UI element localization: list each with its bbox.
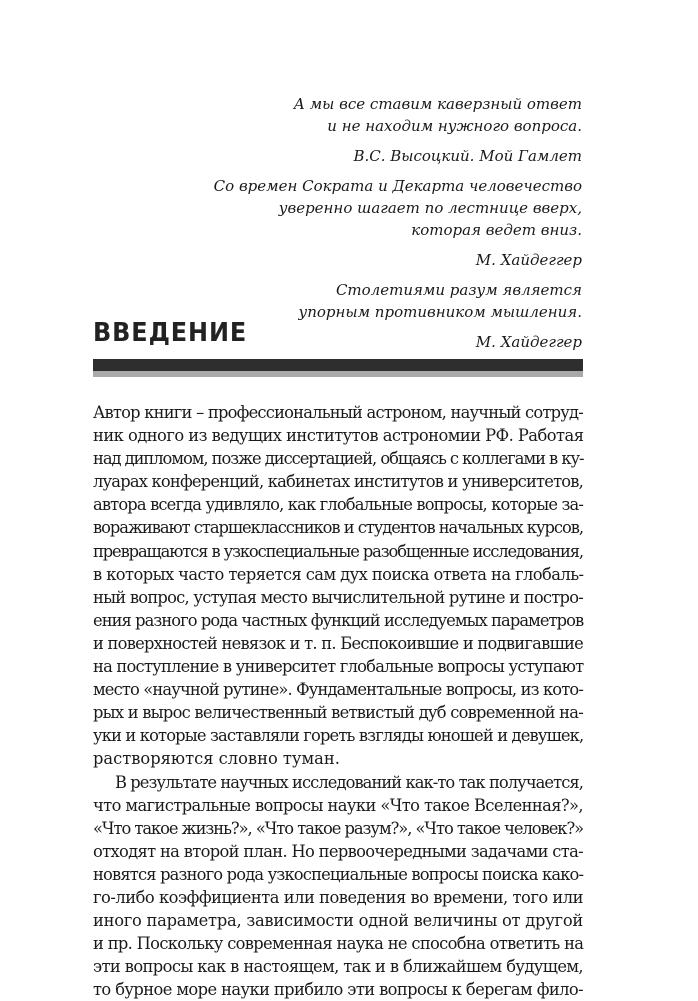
text-line: Автор книги – профессиональный астроном, научный сотруд-	[93, 401, 583, 424]
text-line: луарах конференций, кабинетах институтов и университетов,	[93, 470, 583, 493]
text-line: ник одного из ведущих институтов астрономии РФ. Работая	[93, 424, 583, 447]
epigraph-heidegger-1	[90, 175, 582, 271]
epigraph-line: А мы все ставим каверзный ответ	[90, 93, 582, 115]
epigraph-line: которая ведет вниз.	[90, 219, 582, 241]
text-line: отходят на второй план. Но первоочередными задачами ста-	[93, 840, 583, 863]
text-line: вораживают старшеклассников и студентов начальных курсов,	[93, 516, 583, 539]
body-text	[93, 401, 583, 1001]
text-line: «Что такое жизнь?», «Что такое разум?», «Что такое человек?»	[93, 817, 583, 840]
text-line: автора всегда удивляло, как глобальные вопросы, которые за-	[93, 493, 583, 516]
text-line: над дипломом, позже диссертацией, общаясь с коллегами в ку-	[93, 447, 583, 470]
heading-rule-light	[93, 371, 583, 377]
text-line: ения разного рода частных функций исследуемых параметров	[93, 609, 583, 632]
paragraph-1	[93, 401, 583, 771]
epigraph-attribution: В.С. Высоцкий. Мой Гамлет	[90, 145, 582, 167]
text-line: в которых часто теряется сам дух поиска ответа на глобаль-	[93, 563, 583, 586]
epigraph-vysotsky	[90, 93, 582, 167]
text-line: что магистральные вопросы науки «Что такое Вселенная?»,	[93, 794, 583, 817]
paragraph-2	[93, 771, 583, 1001]
text-line: превращаются в узкоспециальные разобщенные исследования,	[93, 540, 583, 563]
epigraph-line: Со времен Сократа и Декарта человечество	[90, 175, 582, 197]
text-line: и поверхностей невязок и т. п. Беспокоившие и подвигавшие	[93, 632, 583, 655]
epigraph-line: упорным противником мышления.	[90, 301, 582, 323]
text-line: го-либо коэффициента или поведения во времени, того или	[93, 886, 583, 909]
text-line: растворяются словно туман.	[93, 747, 583, 770]
text-line: и пр. Поскольку современная наука не способна ответить на	[93, 932, 583, 955]
text-line: место «научной рутине». Фундаментальные вопросы, из кото-	[93, 678, 583, 701]
epigraph-line: и не находим нужного вопроса.	[90, 115, 582, 137]
section-title: ВВЕДЕНИЕ	[93, 318, 247, 348]
epigraph-line: уверенно шагает по лестнице вверх,	[90, 197, 582, 219]
epigraph-attribution: М. Хайдеггер	[90, 331, 582, 353]
text-line: ный вопрос, уступая место вычислительной рутине и постро-	[93, 586, 583, 609]
text-line: иного параметра, зависимости одной величины от другой	[93, 909, 583, 932]
text-line: новятся разного рода узкоспециальные вопросы поиска како-	[93, 863, 583, 886]
epigraph-line: Столетиями разум является	[90, 279, 582, 301]
text-line: на поступление в университет глобальные вопросы уступают	[93, 655, 583, 678]
epigraph-attribution: М. Хайдеггер	[90, 249, 582, 271]
text-line: В результате научных исследований как-то так получается,	[93, 771, 583, 794]
text-line: уки и которые заставляли гореть взгляды юношей и девушек,	[93, 724, 583, 747]
text-line: рых и вырос величественный ветвистый дуб современной на-	[93, 701, 583, 724]
text-line: эти вопросы как в настоящем, так и в ближайшем будущем,	[93, 955, 583, 978]
text-line: то бурное море науки прибило эти вопросы к берегам фило-	[93, 978, 583, 1001]
heading-rule-dark	[93, 359, 583, 371]
